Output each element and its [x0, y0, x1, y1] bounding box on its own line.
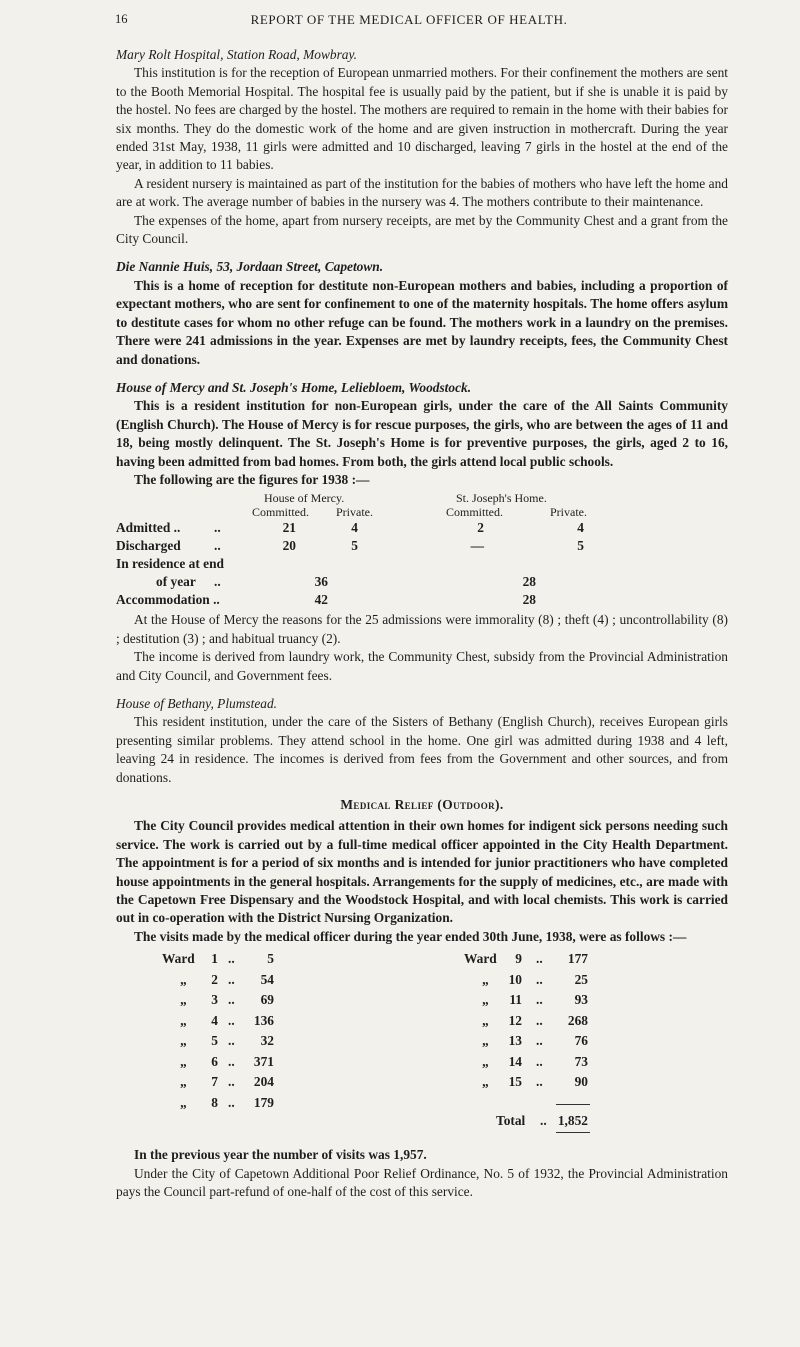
section-title-nannie-huis: Die Nannie Huis, 53, Jordaan Street, Capetown.: [116, 259, 384, 275]
leader-dots: ..: [536, 1074, 543, 1090]
cell-value: 5: [577, 538, 584, 554]
total-label: Total: [496, 1112, 526, 1128]
cell-value: —: [470, 538, 484, 554]
ward-number: 12: [508, 1012, 522, 1028]
paragraph: The City Council provides medical attention in their own homes for indigent sick persons needing such service. The work is carried out by a full-time medical officer appointed in the City Health Department. The appointment is for a period of six months and is intended for junior practitioners who have completed house appointments in the general hospitals. Arrangements for the supply of medicines, etc., are made with the Capetown Free Dispensary and the Woodstock Hospital, and with local chemists. This work is carried out in co-operation with the District Nursing Organization.: [116, 818, 728, 926]
ditto-mark: „: [180, 1033, 187, 1049]
ward-visits: 177: [567, 951, 588, 967]
paragraph: A resident nursery is maintained as part of the institution for the babies of mothers who have left the home and are at work. The average number of babies in the nursery was 4. The mothers contribute to their maintenance.: [116, 175, 728, 210]
total-value: 1,852: [557, 1112, 588, 1128]
figures-table: [116, 489, 728, 635]
paragraph: The visits made by the medical officer during the year ended 30th June, 1938, were as follows :—: [134, 928, 687, 944]
row-label: In residence at end: [116, 556, 224, 572]
leader-dots: ..: [536, 1033, 543, 1049]
row-dots: ..: [214, 520, 221, 536]
ward-visits: 136: [253, 1012, 274, 1028]
section-title-bethany: House of Bethany, Plumstead.: [116, 695, 278, 711]
ditto-mark: „: [482, 971, 489, 987]
ward-visits: 76: [574, 1033, 588, 1049]
ditto-mark: „: [482, 1053, 489, 1069]
ward-number: 9: [515, 951, 522, 967]
leader-dots: ..: [536, 1012, 543, 1028]
paragraph: The following are the figures for 1938 :—: [134, 471, 370, 487]
ward-number: 6: [211, 1053, 218, 1069]
col-header-private: Private.: [550, 505, 587, 520]
leader-dots: ..: [228, 1053, 235, 1069]
ward-visits: 204: [253, 1074, 274, 1090]
ward-number: 13: [508, 1033, 522, 1049]
ward-number: 4: [211, 1012, 218, 1028]
cell-value: 42: [314, 592, 328, 608]
page-body: [116, 46, 728, 1201]
leader-dots: ..: [228, 1033, 235, 1049]
ditto-mark: „: [180, 992, 187, 1008]
leader-dots: ..: [228, 1012, 235, 1028]
col-group-house-of-mercy: House of Mercy.: [264, 491, 345, 506]
ditto-mark: „: [482, 1033, 489, 1049]
ward-number: 7: [211, 1074, 218, 1090]
total-rule: [556, 1104, 590, 1105]
paragraph: Under the City of Capetown Additional Poor Relief Ordinance, No. 5 of 1932, the Provincial Administration pays the Council part-refund of one-half of the cost of this service.: [116, 1165, 728, 1200]
cell-value: 28: [522, 574, 536, 590]
total-underline: [556, 1132, 590, 1133]
ward-visits: 93: [574, 992, 588, 1008]
leader-dots: ..: [228, 992, 235, 1008]
ditto-mark: „: [482, 1074, 489, 1090]
ward-visits: 25: [574, 971, 588, 987]
ward-visits: 179: [253, 1094, 274, 1110]
col-header-committed: Committed.: [252, 505, 309, 520]
leader-dots: ..: [228, 1094, 235, 1110]
section-title-house-of-mercy: House of Mercy and St. Joseph's Home, Leliebloem, Woodstock.: [116, 379, 472, 395]
cell-value: 4: [351, 520, 358, 536]
ditto-mark: „: [180, 971, 187, 987]
paragraph: This resident institution, under the care of the Sisters of Bethany (English Church), receives European girls presenting similar problems. They attend school in the home. One girl was admitted during 1938 and 4 left, leaving 24 in residence. The incomes is derived from fees from the Government and other sources, and from donations.: [116, 714, 728, 785]
ward-visits: 268: [567, 1012, 588, 1028]
ditto-mark: „: [180, 1053, 187, 1069]
cell-value: 4: [577, 520, 584, 536]
page-number: 16: [115, 12, 128, 26]
ward-visits: 54: [260, 971, 274, 987]
ward-visits: 69: [260, 992, 274, 1008]
ward-number: 8: [211, 1094, 218, 1110]
ward-number: 3: [211, 992, 218, 1008]
ditto-mark: „: [180, 1094, 187, 1110]
col-header-private: Private.: [336, 505, 373, 520]
leader-dots: ..: [536, 971, 543, 987]
ditto-mark: „: [180, 1012, 187, 1028]
running-title: REPORT OF THE MEDICAL OFFICER OF HEALTH.: [250, 12, 568, 27]
leader-dots: ..: [228, 951, 235, 967]
cell-value: 2: [477, 520, 484, 536]
section-title-medical-relief: Medical Relief (Outdoor).: [340, 797, 504, 812]
ward-number: 1: [211, 951, 218, 967]
paragraph: The expenses of the home, apart from nursery receipts, are met by the Community Chest and a grant from the City Council.: [116, 212, 728, 247]
cell-value: 21: [282, 520, 296, 536]
col-header-committed: Committed.: [446, 505, 503, 520]
row-label: Discharged: [116, 538, 181, 554]
paragraph: This is a home of reception for destitute non-European mothers and babies, including a proportion of expectant mothers, who are sent for confinement to one of the maternity hospitals. The home offers asylum to destitute cases for whom no other refuge can be found. The mothers work in a laundry on the premises. There were 241 admissions in the year. Expenses are met by laundry receipts, fees, the Community Chest and donations.: [116, 277, 728, 367]
paragraph: This institution is for the reception of European unmarried mothers. For their confinement the mothers are sent to the Booth Memorial Hospital. The hospital fee is usually paid by the patient, but if she is unable it is paid by the hostel. No fees are charged by the hostel. The mothers are required to remain in the home with their babies for six months. They do the domestic work of the home and are given instruction in mothercraft. During the year ended 31st May, 1938, 11 girls were admitted and 10 discharged, leaving 7 girls in the hostel at the end of the year, in addition to 11 babies.: [116, 65, 728, 173]
ward-number: 5: [211, 1033, 218, 1049]
ward-visits-table: [116, 946, 728, 1142]
leader-dots: ..: [536, 992, 543, 1008]
ward-number: 15: [508, 1074, 522, 1090]
leader-dots: ..: [228, 1074, 235, 1090]
ward-number: 2: [211, 971, 218, 987]
row-dots: ..: [214, 538, 221, 554]
row-dots: ..: [214, 574, 221, 590]
ward-visits: 32: [260, 1033, 274, 1049]
ward-label: Ward: [464, 951, 497, 967]
ward-label: Ward: [162, 951, 195, 967]
ward-number: 14: [508, 1053, 522, 1069]
ward-visits: 371: [253, 1053, 274, 1069]
ward-visits: 5: [267, 951, 274, 967]
paragraph: In the previous year the number of visits was 1,957.: [134, 1147, 427, 1163]
col-group-st-josephs: St. Joseph's Home.: [456, 491, 547, 506]
ditto-mark: „: [482, 1012, 489, 1028]
row-label: Admitted ..: [116, 520, 181, 536]
ditto-mark: „: [180, 1074, 187, 1090]
ditto-mark: „: [482, 992, 489, 1008]
ward-number: 10: [508, 971, 522, 987]
leader-dots: ..: [540, 1112, 547, 1128]
page-header: [0, 12, 800, 32]
ward-visits: 90: [574, 1074, 588, 1090]
leader-dots: ..: [228, 971, 235, 987]
cell-value: 36: [314, 574, 328, 590]
leader-dots: ..: [536, 951, 543, 967]
ward-visits: 73: [574, 1053, 588, 1069]
cell-value: 28: [522, 592, 536, 608]
leader-dots: ..: [536, 1053, 543, 1069]
cell-value: 5: [351, 538, 358, 554]
row-label: Accommodation ..: [116, 592, 220, 608]
section-title-mary-rolt: Mary Rolt Hospital, Station Road, Mowbray.: [116, 47, 358, 62]
paragraph: At the House of Mercy the reasons for the 25 admissions were immorality (8) ; theft (4) ; uncontrollability (8) ; destitution (3) ; and habitual truancy (2).: [116, 612, 728, 646]
ward-number: 11: [509, 992, 522, 1008]
paragraph: This is a resident institution for non-European girls, under the care of the All Saints Community (English Church). The House of Mercy is for rescue purposes, the girls, who are between the ages of 11 and 18, being mostly delinquent. The St. Joseph's Home is for preventive purposes, the girls, aged 2 to 16, having been admitted from bad homes. From both, the girls attend local public schools.: [116, 398, 728, 469]
row-label: of year: [156, 574, 196, 590]
cell-value: 20: [282, 538, 296, 554]
paragraph: The income is derived from laundry work, the Community Chest, subsidy from the Provincial Administration and City Council, and Government fees.: [116, 649, 728, 683]
